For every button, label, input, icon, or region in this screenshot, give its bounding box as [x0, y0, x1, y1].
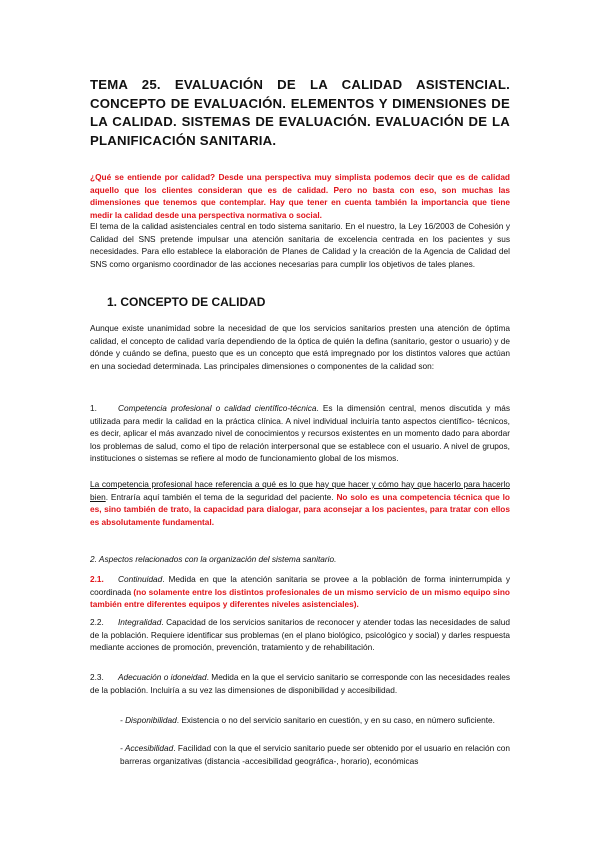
item-accesibilidad [120, 742, 510, 767]
item-title: Integralidad [118, 617, 162, 627]
item-number: 2.1. [90, 574, 104, 584]
item-title: - Disponibilidad [120, 715, 177, 725]
item-title: - Accesibilidad [120, 743, 174, 753]
item-body: . Existencia o no del servicio sanitario en cuestión, y en su caso, en número suficiente. [176, 715, 495, 725]
item-continuidad [90, 573, 510, 611]
underlined-text: La competencia profesional hace referencia a qué es lo que hay que hacer y cómo hay que hacerlo para hacerlo bien [90, 479, 510, 502]
item-body: . Medida en la que el servicio sanitario se corresponde con las necesidades reales de la población. Incluiría a su vez las dimensiones de disponibilidad y accesibilidad. [90, 672, 511, 695]
item-title: Competencia profesional o calidad científico-técnica [118, 403, 317, 413]
page-title: TEMA 25. EVALUACIÓN DE LA CALIDAD ASISTENCIAL. CONCEPTO DE EVALUACIÓN. ELEMENTOS Y DIMENSIONES DE LA CALIDAD. SISTEMAS DE EVALUACIÓN. EVALUACIÓN DE LA PLANIFICACIÓN SANITARIA. [90, 77, 510, 148]
section1-paragraph: Aunque existe unanimidad sobre la necesidad de que los servicios sanitarios presten una atención de óptima calidad, el concepto de calidad varía dependiendo de la óptica de quién la defina (sanitario, gestor o usuario) y de dónde y cuándo se defina, puesto que es un concepto que está impregnado por los distintos valores que actúan en una sociedad determinada. Las principales dimensiones o componentes de la calidad son: [90, 323, 510, 371]
item-body: . Medida en que la atención sanitaria se provee a la población de forma ininterrumpida y coordinada [90, 574, 510, 597]
item-number: 1. [90, 403, 97, 413]
intro-paragraph: El tema de la calidad asistenciales central en todo sistema sanitario. En el nuestro, la Ley 16/2003 de Cohesión y Calidad del SNS pretende impulsar una atención sanitaria de excelencia centrada en los pacientes y sus necesidades. Para ello establece la elaboración de Planes de Calidad y la creación de la Agencia de Calidad del SNS como organismo coordinador de las acciones necesarias para cumplir los objetivos de tales planes. [90, 221, 510, 269]
section-heading: 1. CONCEPTO DE CALIDAD [107, 295, 266, 309]
item-number: 2.2. [90, 617, 104, 627]
intro-red-paragraph: ¿Qué se entiende por calidad? Desde una perspectiva muy simplista podemos decir que es de calidad aquello que los clientes consideran que es de calidad. Pero no basta con eso, son muchas las dimensiones que tenemos que contemplar. Hay que tener en cuenta también la importancia que tiene medir la calidad desde una perspectiva normativa o social. [90, 172, 510, 220]
item-title: Continuidad [118, 574, 163, 584]
item-disponibilidad [120, 714, 510, 727]
competencia-paragraph [90, 478, 510, 528]
item-adecuacion [90, 671, 510, 696]
item-integralidad [90, 616, 510, 654]
item-body: . Facilidad con la que el servicio sanitario puede ser obtenido por el usuario en relación con barreras organizativas (distancia -accesibilidad geográfica-, horario), económicas [120, 743, 511, 766]
item-competencia [90, 402, 510, 465]
red-text: No solo es una competencia técnica que lo es, sino también de trato, la capacidad para dialogar, para aconsejar a los pacientes, para tratar con ellos es absolutamente fundamental. [90, 491, 511, 527]
item-body: . Es la dimensión central, menos discutida y más utilizada para medir la calidad en la práctica clínica. A nivel individual incluiría tanto aspectos científico- técnicos, es decir, aplicar el más avanzado nivel de conocimientos y recursos existentes en un momento dado para abordar los problemas de salud, como el tipo de relación interpersonal que se establece con el usuario. A nivel de grupos, instituciones o sistemas se refiere al modo de funcionamiento global de los mismos. [90, 403, 510, 463]
item-number: 2.3. [90, 672, 104, 682]
item-body: . Capacidad de los servicios sanitarios de reconocer y atender todas las necesidades de salud de la población. Requiere identificar sus problemas (en el plano biológico, psicológico y social) y darles respuesta mediante acciones de promoción, prevención, tratamiento y de rehabilitación. [90, 617, 510, 652]
body-text: . Entraría aquí también el tema de la seguridad del paciente. [105, 491, 337, 502]
item2-heading: 2. Aspectos relacionados con la organización del sistema sanitario. [90, 554, 337, 564]
item-title: Adecuación o idoneidad [118, 672, 207, 682]
red-text: (no solamente entre los distintos profesionales de un mismo servicio de un mismo equipo sino también entre diferentes equipos y diferentes niveles asistenciales). [90, 586, 510, 609]
